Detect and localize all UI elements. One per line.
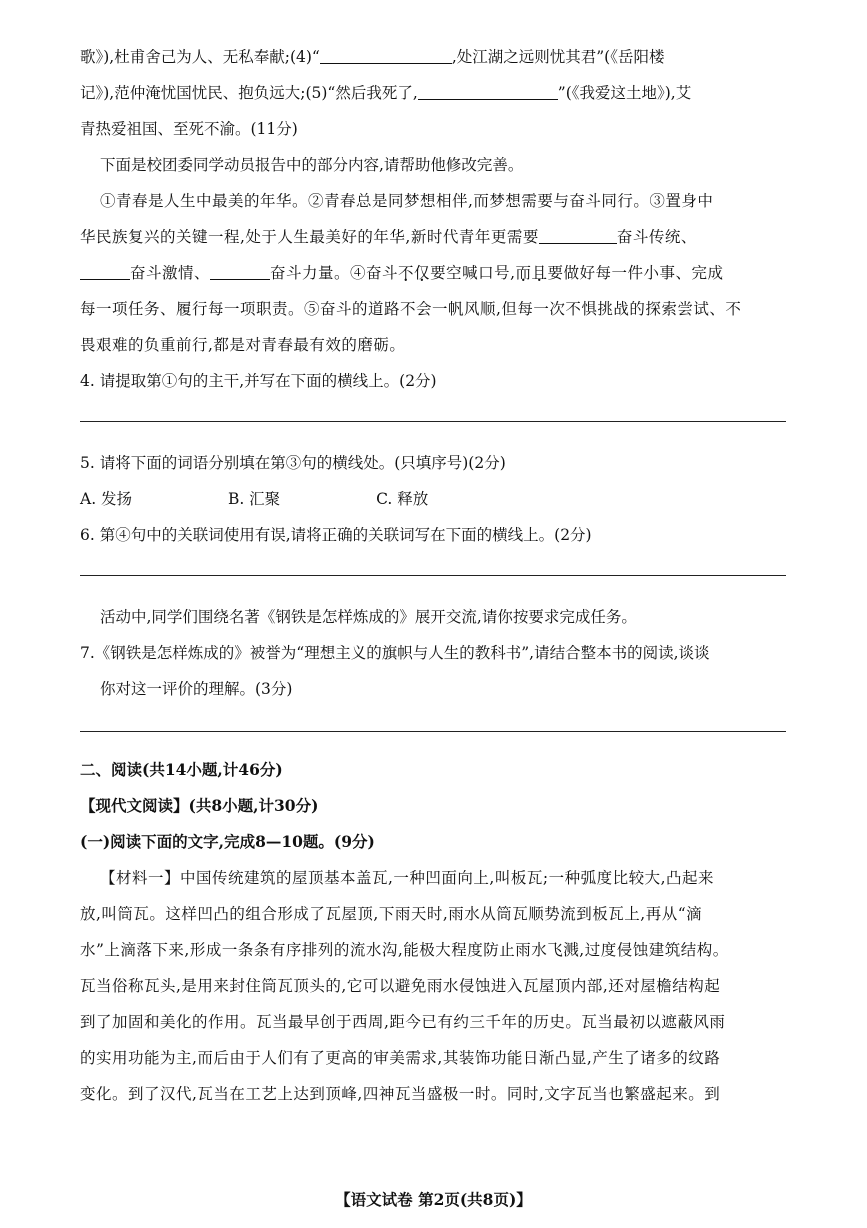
text-line — [80, 81, 691, 105]
line-text: 歌》),杜甫舍己为人、无私奉献;(4)“ — [80, 48, 320, 66]
answer-line[interactable] — [80, 575, 786, 576]
question-6: 6. 第④句中的关联词使用有误,请将正确的关联词写在下面的横线上。(2分) — [80, 526, 592, 544]
option-a: A. 发扬 — [80, 490, 133, 508]
option-b: B. 汇聚 — [227, 490, 281, 508]
option-c: C. 释放 — [376, 490, 429, 508]
material-line: 瓦当俗称瓦头,是用来封住筒瓦顶头的,它可以避免雨水侵蚀进入瓦屋顶内部,还对屋檐结构起 — [80, 977, 721, 995]
material-line: 的实用功能为主,而后由于人们有了更高的审美需求,其装饰功能日渐凸显,产生了诸多的纹路 — [80, 1049, 721, 1067]
passage-line — [80, 225, 697, 249]
section-heading: 二、阅读(共14小题,计46分) — [80, 760, 283, 779]
answer-blank[interactable] — [418, 83, 558, 100]
question-5: 5. 请将下面的词语分别填在第③句的横线处。(只填序号)(2分) — [80, 454, 506, 472]
line-text: ,处江湖之远则忧其君”(《岳阳楼 — [451, 48, 665, 66]
line-text: 华民族复兴的关键一程,处于人生最美好的年华,新时代青年更需要 — [80, 228, 539, 246]
answer-blank[interactable] — [210, 263, 270, 280]
passage-line: ①青春是人生中最美的年华。②青春总是同梦想相伴,而梦想需要与奋斗同行。③置身中 — [100, 192, 714, 210]
line-text: 奋斗力量。④奋斗 — [270, 264, 399, 282]
answer-blank[interactable] — [80, 263, 130, 280]
emphasis-char: 而 — [515, 264, 532, 282]
line-text: 奋斗激情、 — [130, 264, 211, 282]
answer-blank[interactable] — [539, 227, 617, 244]
question-7-cont: 你对这一评价的理解。(3分) — [100, 680, 293, 698]
activity-text: 活动中,同学们围绕名著《钢铁是怎样炼成的》展开交流,请你按要求完成任务。 — [100, 608, 637, 626]
intro-text: 下面是校团委同学动员报告中的部分内容,请帮助他修改完善。 — [100, 156, 524, 174]
emphasis-char: 不 — [398, 264, 415, 282]
text-line: 青热爱祖国、至死不渝。(11分) — [80, 120, 298, 138]
answer-line[interactable] — [80, 731, 786, 732]
emphasis-char: 仅 — [414, 264, 431, 282]
options — [80, 487, 428, 511]
material-line: 【材料一】中国传统建筑的屋顶基本盖瓦,一种凹面向上,叫板瓦;一种弧度比较大,凸起来 — [100, 869, 715, 887]
line-text: ”(《我爱这土地》),艾 — [557, 84, 692, 102]
passage-line — [80, 261, 724, 285]
emphasis-char: 且 — [531, 264, 548, 282]
line-text: 要空喊口号, — [430, 264, 516, 282]
answer-blank[interactable] — [320, 47, 452, 64]
passage-line: 畏艰难的负重前行,都是对青春最有效的磨砺。 — [80, 336, 406, 354]
subsection-heading: 【现代文阅读】(共8小题,计30分) — [80, 796, 319, 815]
answer-line[interactable] — [80, 421, 786, 422]
question-7: 7.《钢铁是怎样炼成的》被誉为“理想主义的旗帜与人生的教科书”,请结合整本书的阅读,谈谈 — [80, 644, 710, 662]
part-heading: (一)阅读下面的文字,完成8—10题。(9分) — [80, 832, 375, 851]
line-text: 奋斗传统、 — [616, 228, 697, 246]
page-footer: 【语文试卷 第2页(共8页)】 — [335, 1190, 532, 1209]
material-line: 到了加固和美化的作用。瓦当最早创于西周,距今已有约三千年的历史。瓦当最初以遮蔽风雨 — [80, 1013, 726, 1031]
passage-line: 每一项任务、履行每一项职责。⑤奋斗的道路不会一帆风顺,但每一次不惧挑战的探索尝试、不 — [80, 300, 742, 318]
line-text: 要做好每一件小事、完成 — [547, 264, 724, 282]
material-line: 变化。到了汉代,瓦当在工艺上达到顶峰,四神瓦当盛极一时。同时,文字瓦当也繁盛起来。到 — [80, 1085, 721, 1103]
material-line: 水”上滴落下来,形成一条条有序排列的流水沟,能极大程度防止雨水飞溅,过度侵蚀建筑结构。 — [80, 941, 729, 959]
question-4: 4. 请提取第①句的主干,并写在下面的横线上。(2分) — [80, 372, 437, 390]
text-line — [80, 45, 664, 69]
material-line: 放,叫筒瓦。这样凹凸的组合形成了瓦屋顶,下雨天时,雨水从筒瓦顺势流到板瓦上,再从“滴 — [80, 905, 703, 923]
line-text: 记》),范仲淹忧国忧民、抱负远大;(5)“然后我死了, — [80, 84, 418, 102]
